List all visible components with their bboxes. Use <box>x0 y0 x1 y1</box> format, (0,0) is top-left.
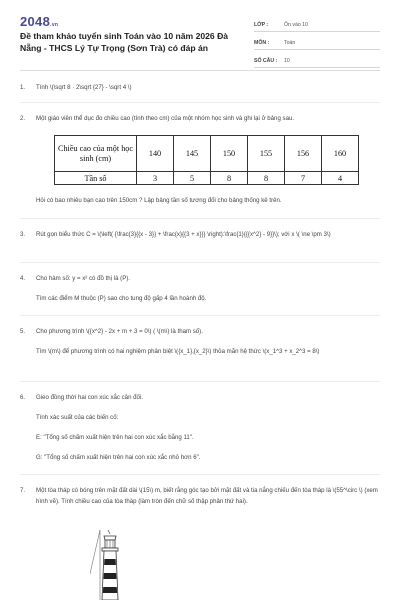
sun-ray <box>90 530 100 600</box>
question-number: 4. <box>20 275 26 282</box>
question-number: 6. <box>20 394 26 401</box>
question-number: 1. <box>20 84 26 91</box>
question-number: 7. <box>20 487 26 494</box>
question-text: Cho phương trình \({x^2} - 2x + m + 3 = 0\) ( \(m\) là tham số). <box>36 328 203 335</box>
question-text: Gieo đồng thời hai con xúc xắc cân đối. <box>36 394 143 401</box>
question-separator <box>20 102 380 103</box>
meta-row-count <box>254 50 380 68</box>
question-number: 3. <box>20 231 26 238</box>
table-cell: 8 <box>248 172 285 185</box>
question-text: Tìm \(m\) để phương trình có hai nghiệm phân biệt \({x_1},{x_2}\) thỏa mãn hệ thức \(x_1^3 + x_2^3 = 8\) <box>36 348 320 355</box>
question-2-followup <box>20 195 380 206</box>
table-cell: 155 <box>248 136 285 172</box>
table-header-cell: Tần số <box>55 172 137 185</box>
height-frequency-table <box>54 135 359 185</box>
meta-key: LỚP : <box>254 22 269 28</box>
meta-key: MÔN : <box>254 40 270 46</box>
meta-key: SỐ CÂU : <box>254 58 278 64</box>
question-text: Tính xác suất của các biến cố: <box>36 414 119 421</box>
question-1 <box>20 82 380 93</box>
table-cell: 3 <box>137 172 174 185</box>
lighthouse-top <box>104 536 116 540</box>
meta-value: 10 <box>284 58 290 64</box>
meta-value: Toán <box>284 40 296 46</box>
meta-value: Ôn vào 10 <box>284 22 308 28</box>
table-cell: 5 <box>174 172 211 185</box>
tower-stripe <box>103 587 117 593</box>
header-divider <box>20 70 380 71</box>
question-text: Cho hàm số: y = x² có đồ thị là (P). <box>36 275 130 282</box>
question-3 <box>20 229 380 240</box>
logo-suffix: .vn <box>50 22 59 28</box>
question-text: Tìm các điểm M thuộc (P) sao cho tung độ gấp 4 lần hoành độ. <box>36 295 207 302</box>
question-6 <box>20 392 380 463</box>
table-row-heights <box>55 136 359 172</box>
question-text: Rút gọn biểu thức C = \(\left( {\frac{3}{{x - 3}} + \frac{x}{{3 + x}}} \right):\frac{1}{{{x^2} - 9}}\); với x \( \ne \pm 3\) <box>36 231 331 238</box>
table-cell: 8 <box>211 172 248 185</box>
table-cell: 156 <box>285 136 322 172</box>
table-cell: 145 <box>174 136 211 172</box>
lighthouse-figure <box>90 528 150 600</box>
table-cell: 7 <box>285 172 322 185</box>
question-7 <box>20 485 380 507</box>
table-header-cell: Chiều cao của một học sinh (cm) <box>55 136 137 172</box>
table-cell: 140 <box>137 136 174 172</box>
meta-row-class <box>254 14 380 32</box>
document-title: Đề tham khảo tuyển sinh Toán vào 10 năm 2026 Đà Nẵng - THCS Lý Tự Trọng (Sơn Trà) có đáp án <box>20 31 229 53</box>
logo-main: 2048 <box>20 14 51 29</box>
table-cell: 160 <box>322 136 359 172</box>
question-2 <box>20 113 380 124</box>
gallery-deck <box>102 548 118 551</box>
question-5 <box>20 326 380 357</box>
table-row-frequencies <box>55 172 359 185</box>
meta-panel <box>254 14 380 68</box>
question-text: G: "Tổng số chấm xuất hiện trên hai con xúc xắc nhỏ hơn 6". <box>36 454 201 461</box>
question-separator <box>20 218 380 219</box>
site-logo[interactable] <box>20 14 58 29</box>
question-text: E: "Tổng số chấm xuất hiện trên hai con xúc xắc bằng 11". <box>36 434 194 441</box>
tower-stripe <box>104 573 117 579</box>
question-text: Một tòa tháp có bóng trên mặt đất dài \(15\) m, biết rằng góc tạo bởi mặt đất và tia nắng chiếu đến tòa tháp là \(55^\circ \) (xem hình vẽ). Tính chiều cao của tòa tháp (làm tròn đến chữ số thập phân thứ hai). <box>36 487 378 505</box>
question-4 <box>20 273 380 304</box>
question-text: Một giáo viên thể dục đo chiều cao (tính theo cm) của một nhóm học sinh và ghi lại ở bảng sau. <box>36 115 295 122</box>
tower-stripe <box>104 559 116 565</box>
question-separator <box>20 474 380 475</box>
question-separator <box>20 262 380 263</box>
meta-row-subject <box>254 32 380 50</box>
question-separator <box>20 381 380 382</box>
question-text: Hỏi có bao nhiêu bạn cao trên 150cm ? Lập bảng tần số tương đối cho bảng thống kê trên. <box>36 197 282 204</box>
question-number: 2. <box>20 115 26 122</box>
table-cell: 150 <box>211 136 248 172</box>
question-number: 5. <box>20 328 26 335</box>
table-cell: 4 <box>322 172 359 185</box>
question-separator <box>20 315 380 316</box>
question-text: Tính \(\sqrt 8 · 2\sqrt {27} - \sqrt 4 \) <box>36 84 132 91</box>
